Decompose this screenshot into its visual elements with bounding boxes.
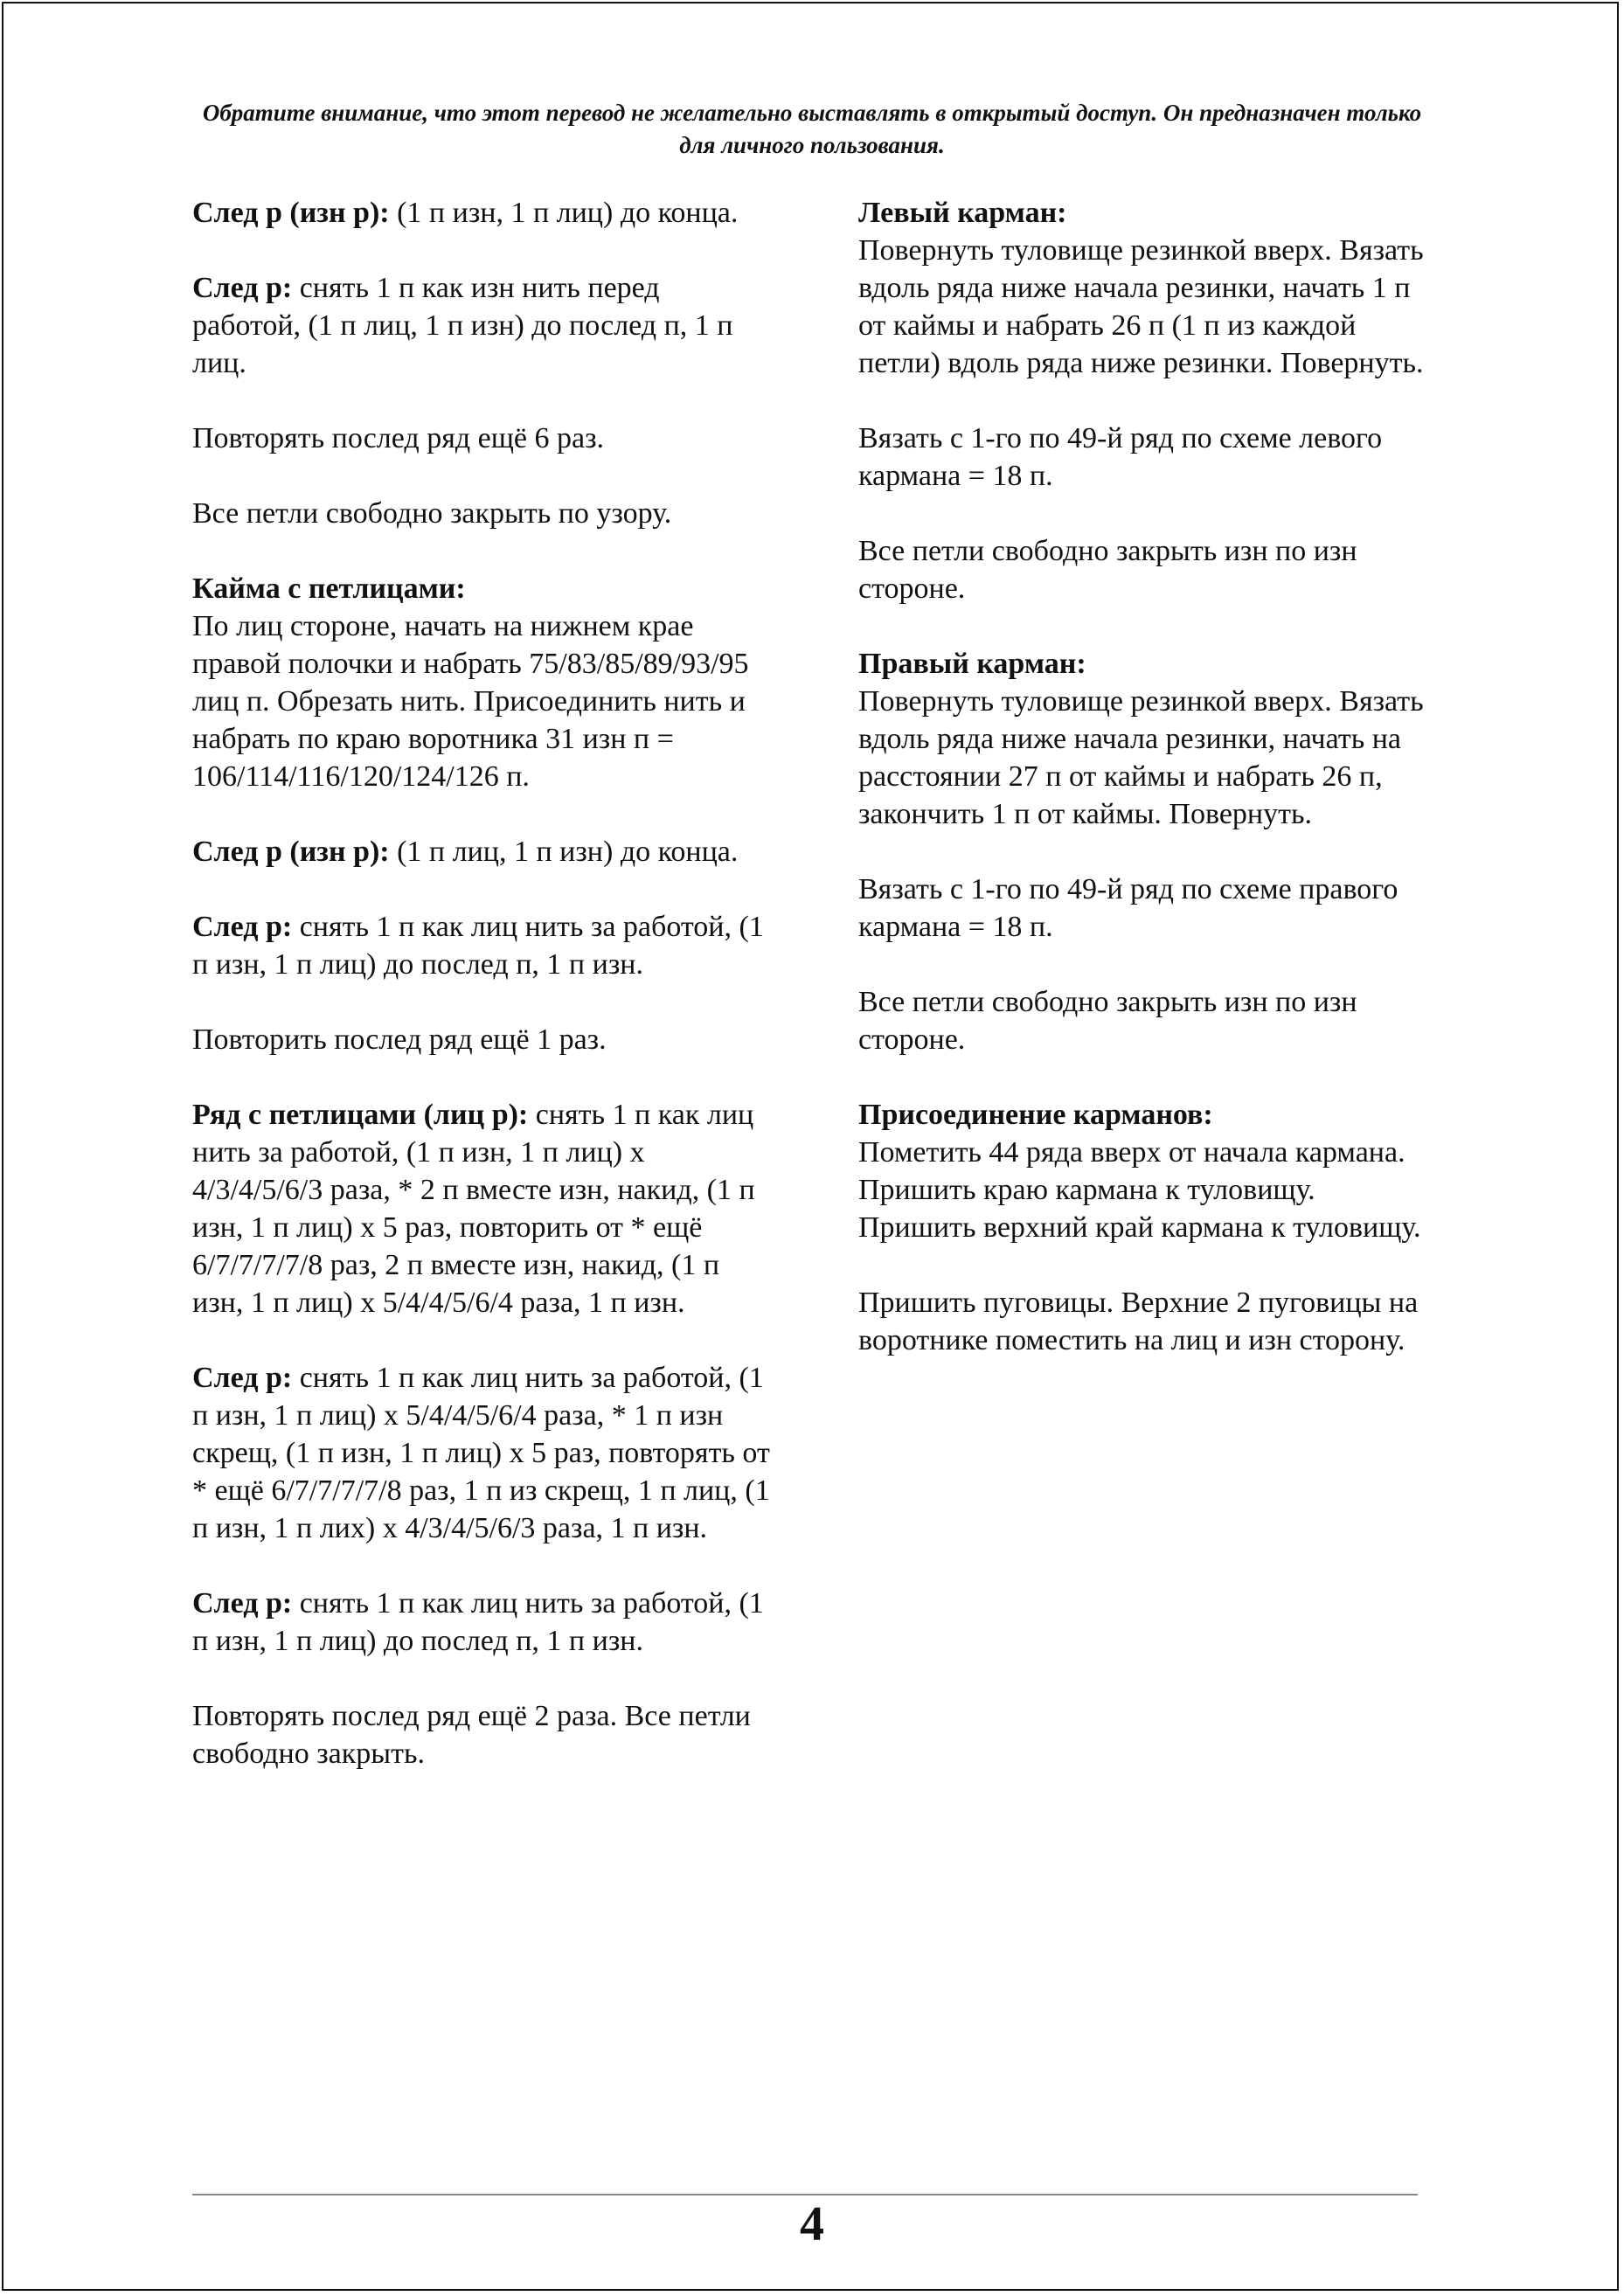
paragraph-text: По лиц стороне, начать на нижнем крае правой полочки и набрать 75/83/85/89/93/95 лиц п. Обрезать нить. Присоединить нить и набрать по краю воротника 31 изн п = 106/114/116/120/124/126 п. <box>192 610 749 793</box>
paragraph-heading: След р: <box>192 272 293 304</box>
paragraph <box>858 871 1440 946</box>
paragraph-heading: След р (изн р): <box>192 197 390 229</box>
paragraph-text: снять 1 п как лиц нить за работой, (1 п изн, 1 п лиц) х 4/3/4/5/6/3 раза, * 2 п вместе изн, накид, (1 п изн, 1 п лиц) х 5 раз, повторить от * ещё 6/7/7/7/7/8 раз, 2 п вместе изн, накид, (1 п изн, 1 п лиц) х 5/4/4/5/6/4 раза, 1 п изн. <box>192 1099 755 1319</box>
paragraph <box>858 645 1440 833</box>
paragraph-text: снять 1 п как лиц нить за работой, (1 п изн, 1 п лиц) до послед п, 1 п изн. <box>192 911 764 981</box>
section-heading: Кайма с петлицами: <box>192 572 466 605</box>
paragraph <box>858 1096 1440 1246</box>
paragraph <box>858 194 1440 382</box>
paragraph <box>858 983 1440 1058</box>
section-heading: Левый карман: <box>858 197 1067 229</box>
paragraph-text: Все петли свободно закрыть изн по изн стороне. <box>858 986 1357 1056</box>
paragraph-text: Пришить пуговицы. Верхние 2 пуговицы на воротнике поместить на лиц и изн сторону. <box>858 1287 1419 1356</box>
paragraph-text: Вязать с 1-го по 49-й ряд по схеме левого кармана = 18 п. <box>858 422 1383 492</box>
paragraph <box>192 420 774 457</box>
paragraph-text: снять 1 п как лиц нить за работой, (1 п изн, 1 п лиц) до послед п, 1 п изн. <box>192 1587 764 1657</box>
paragraph-text: Вязать с 1-го по 49-й ряд по схеме правого кармана = 18 п. <box>858 873 1398 943</box>
paragraph-text: снять 1 п как изн нить перед работой, (1 п лиц, 1 п изн) до послед п, 1 п лиц. <box>192 272 733 379</box>
paragraph <box>192 269 774 382</box>
section-heading: Присоединение карманов: <box>858 1099 1213 1131</box>
paragraph <box>192 833 774 871</box>
copyright-notice: Обратите внимание, что этот перевод не желательно выставлять в открытый доступ. Он предназначен только для личного пользования. <box>202 100 1422 158</box>
paragraph-text: Повторить послед ряд ещё 1 раз. <box>192 1023 607 1056</box>
page-number: 4 <box>800 2197 824 2251</box>
right-column <box>858 194 1440 1397</box>
paragraph-text: Пометить 44 ряда вверх от начала кармана. Пришить краю кармана к туловищу. Пришить верхний край кармана к туловищу. <box>858 1136 1421 1244</box>
paragraph-text: Все петли свободно закрыть по узору. <box>192 497 672 530</box>
paragraph <box>192 1096 774 1321</box>
paragraph <box>192 495 774 532</box>
paragraph-text: Повторять послед ряд ещё 2 раза. Все петли свободно закрыть. <box>192 1700 751 1770</box>
paragraph <box>192 1697 774 1772</box>
paragraph-text: (1 п изн, 1 п лиц) до конца. <box>389 197 739 229</box>
left-column <box>192 194 774 1810</box>
paragraph <box>858 532 1440 607</box>
paragraph-text: (1 п лиц, 1 п изн) до конца. <box>389 836 739 868</box>
paragraph <box>192 1585 774 1660</box>
paragraph <box>192 1359 774 1547</box>
paragraph-heading: След р: <box>192 1587 293 1620</box>
paragraph-heading: Ряд с петлицами (лиц р): <box>192 1099 529 1131</box>
section-heading: Правый карман: <box>858 648 1086 680</box>
paragraph-heading: След р: <box>192 911 293 943</box>
paragraph-text: Повернуть туловище резинкой вверх. Вязать вдоль ряда ниже начала резинки, начать на расстоянии 27 п от каймы и набрать 26 п, закончить 1 п от каймы. Повернуть. <box>858 685 1424 830</box>
paragraph <box>192 570 774 795</box>
paragraph-text: Повторять послед ряд ещё 6 раз. <box>192 422 605 454</box>
paragraph-text: Повернуть туловище резинкой вверх. Вязать вдоль ряда ниже начала резинки, начать 1 п от каймы и набрать 26 п (1 п из каждой петли) вдоль ряда ниже резинки. Повернуть. <box>858 234 1424 379</box>
paragraph <box>858 420 1440 495</box>
paragraph-text: Все петли свободно закрыть изн по изн стороне. <box>858 535 1357 605</box>
paragraph <box>192 908 774 983</box>
paragraph-heading: След р (изн р): <box>192 836 390 868</box>
paragraph <box>192 1021 774 1058</box>
paragraph <box>192 194 774 232</box>
paragraph-heading: След р: <box>192 1362 293 1394</box>
paragraph-text: снять 1 п как лиц нить за работой, (1 п изн, 1 п лиц) х 5/4/4/5/6/4 раза, * 1 п изн скрещ, (1 п изн, 1 п лиц) х 5 раз, повторять от * ещё 6/7/7/7/7/8 раз, 1 п из скрещ, 1 п лиц, (1 п изн, 1 п лих) х 4/3/4/5/6/3 раза, 1 п изн. <box>192 1362 770 1544</box>
paragraph <box>858 1284 1440 1359</box>
